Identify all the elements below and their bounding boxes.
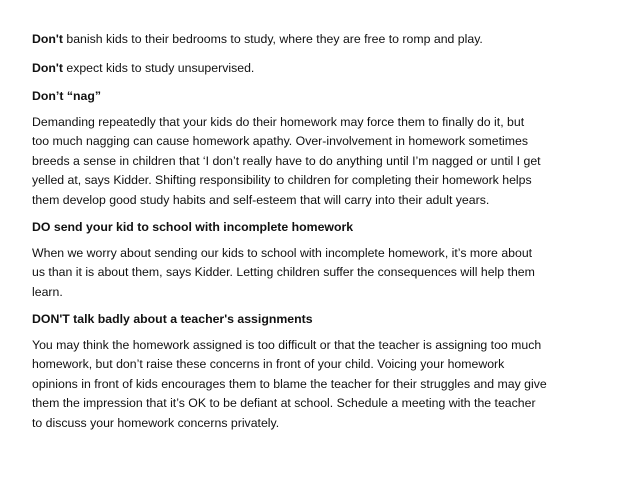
section-heading-incomplete-homework: DO send your kid to school with incomplete homework bbox=[32, 220, 354, 234]
body-line: opinions in front of kids encourages them to blame the teacher for their struggles and may give bbox=[32, 376, 547, 391]
body-line: them the impression that it’s OK to be defiant at school. Schedule a meeting with the teacher bbox=[32, 396, 536, 410]
tip-no-unsupervised-study bbox=[32, 59, 598, 79]
document-page bbox=[32, 30, 598, 433]
body-line: them develop good study habits and self-esteem that will carry into their adult years. bbox=[32, 192, 490, 207]
section-heading-dont-nag: Don’t “nag” bbox=[32, 89, 101, 103]
body-line: When we worry about sending our kids to school with incomplete homework, it’s more about bbox=[32, 245, 533, 260]
body-line: us than it is about them, says Kidder. Letting children suffer the consequences will help them bbox=[32, 265, 535, 279]
body-line: learn. bbox=[32, 284, 63, 299]
tip-no-bedroom-study bbox=[32, 30, 598, 50]
body-line: breeds a sense in children that ‘I don’t really have to do anything until I’m nagged or until I get bbox=[32, 153, 541, 168]
body-line: Demanding repeatedly that your kids do their homework may force them to finally do it, but bbox=[32, 114, 525, 129]
body-line: homework, but don’t raise these concerns in front of your child. Voicing your homework bbox=[32, 357, 505, 371]
tip-keyword: Don't bbox=[32, 60, 63, 75]
tip-text: expect kids to study unsupervised. bbox=[62, 60, 255, 75]
section-body-incomplete-homework bbox=[32, 244, 598, 303]
section-heading-teacher-assignments: DON'T talk badly about a teacher's assignments bbox=[32, 312, 313, 326]
body-line: to discuss your homework concerns privately. bbox=[32, 415, 280, 430]
tip-text: banish kids to their bedrooms to study, where they are free to romp and play. bbox=[62, 32, 483, 46]
body-line: yelled at, says Kidder. Shifting responsibility to children for completing their homework helps bbox=[32, 173, 532, 187]
section-body-dont-nag bbox=[32, 113, 598, 211]
body-line: You may think the homework assigned is too difficult or that the teacher is assigning too much bbox=[32, 337, 542, 352]
section-body-teacher-assignments bbox=[32, 336, 598, 434]
tip-keyword: Don't bbox=[32, 32, 63, 46]
body-line: too much nagging can cause homework apathy. Over-involvement in homework sometimes bbox=[32, 134, 528, 148]
